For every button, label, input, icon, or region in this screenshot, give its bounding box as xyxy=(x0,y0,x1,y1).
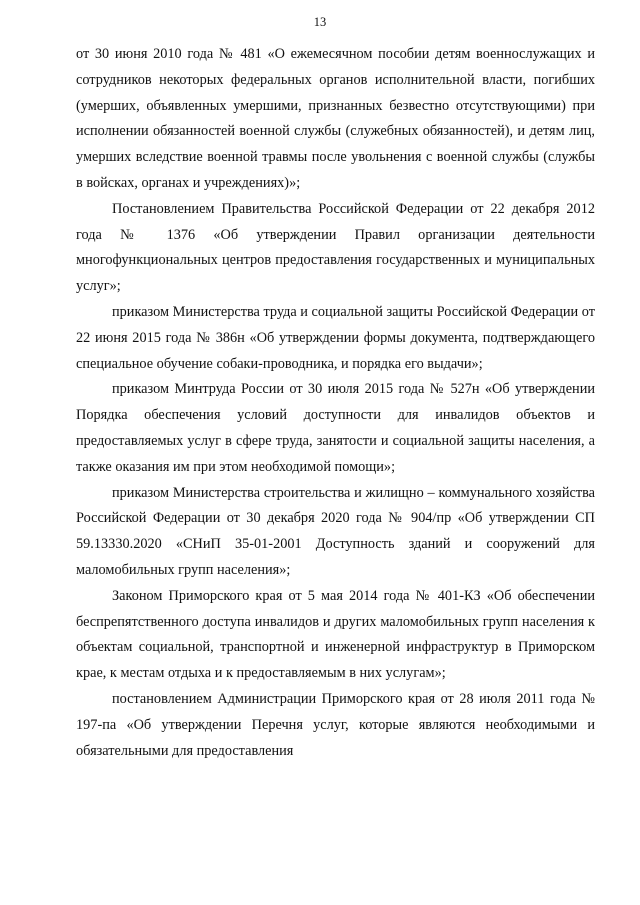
document-body xyxy=(76,42,595,764)
paragraph-administration-decree-197pa: постановлением Администрации Приморского края от 28 июля 2011 года № 197-па «Об утверждении Перечня услуг, которые являются необходимыми и обязательными для предоставления xyxy=(76,690,595,759)
paragraph-labor-order-386n: приказом Министерства труда и социальной защиты Российской Федерации от 22 июня 2015 года № 386н «Об утверждении формы документа, подтверждающего специальное обучение собаки-проводника, и порядка его выдачи»; xyxy=(76,303,595,372)
page-number: 13 xyxy=(313,15,327,29)
paragraph-construction-order-904pr: приказом Министерства строительства и жилищно – коммунального хозяйства Российской Федерации от 30 декабря 2020 года № 904/пр «Об утверждении СП 59.13330.2020 «СНиП 35-01-2001 Доступность зданий и сооружений для маломобильных групп населения»; xyxy=(76,484,595,578)
paragraph-primorsky-law-401kz: Законом Приморского края от 5 мая 2014 года № 401-КЗ «Об обеспечении беспрепятственного доступа инвалидов и других маломобильных групп населения к объектам социальной, транспортной и инженерной инфраструктур в Приморском крае, к местам отдыха и к предоставляемым в них услугам»; xyxy=(76,587,595,682)
paragraph-continuation-decree-481: от 30 июня 2010 года № 481 «О ежемесячном пособии детям военнослужащих и сотрудников некоторых федеральных органов исполнительной власти, погибших (умерших, объявленных умершими, признанных безвестно отсутствующими) при исполнении обязанностей военной службы (служебных обязанностей), и детям лиц, умерших вследствие военной травмы после увольнения с военной службы (службы в войсках, органах и учреждениях)»; xyxy=(76,46,595,191)
paragraph-mintrud-order-527n: приказом Минтруда России от 30 июля 2015 года № 527н «Об утверждении Порядка обеспечения условий доступности для инвалидов объектов и предоставляемых услуг в сфере труда, занятости и социальной защиты населения, а также оказания им при этом необходимой помощи»; xyxy=(76,381,595,475)
paragraph-government-decree-1376: Постановлением Правительства Российской Федерации от 22 декабря 2012 года № 1376 «Об утверждении Правил организации деятельности многофункциональных центров предоставления государственных и муниципальных услуг»; xyxy=(76,200,595,295)
